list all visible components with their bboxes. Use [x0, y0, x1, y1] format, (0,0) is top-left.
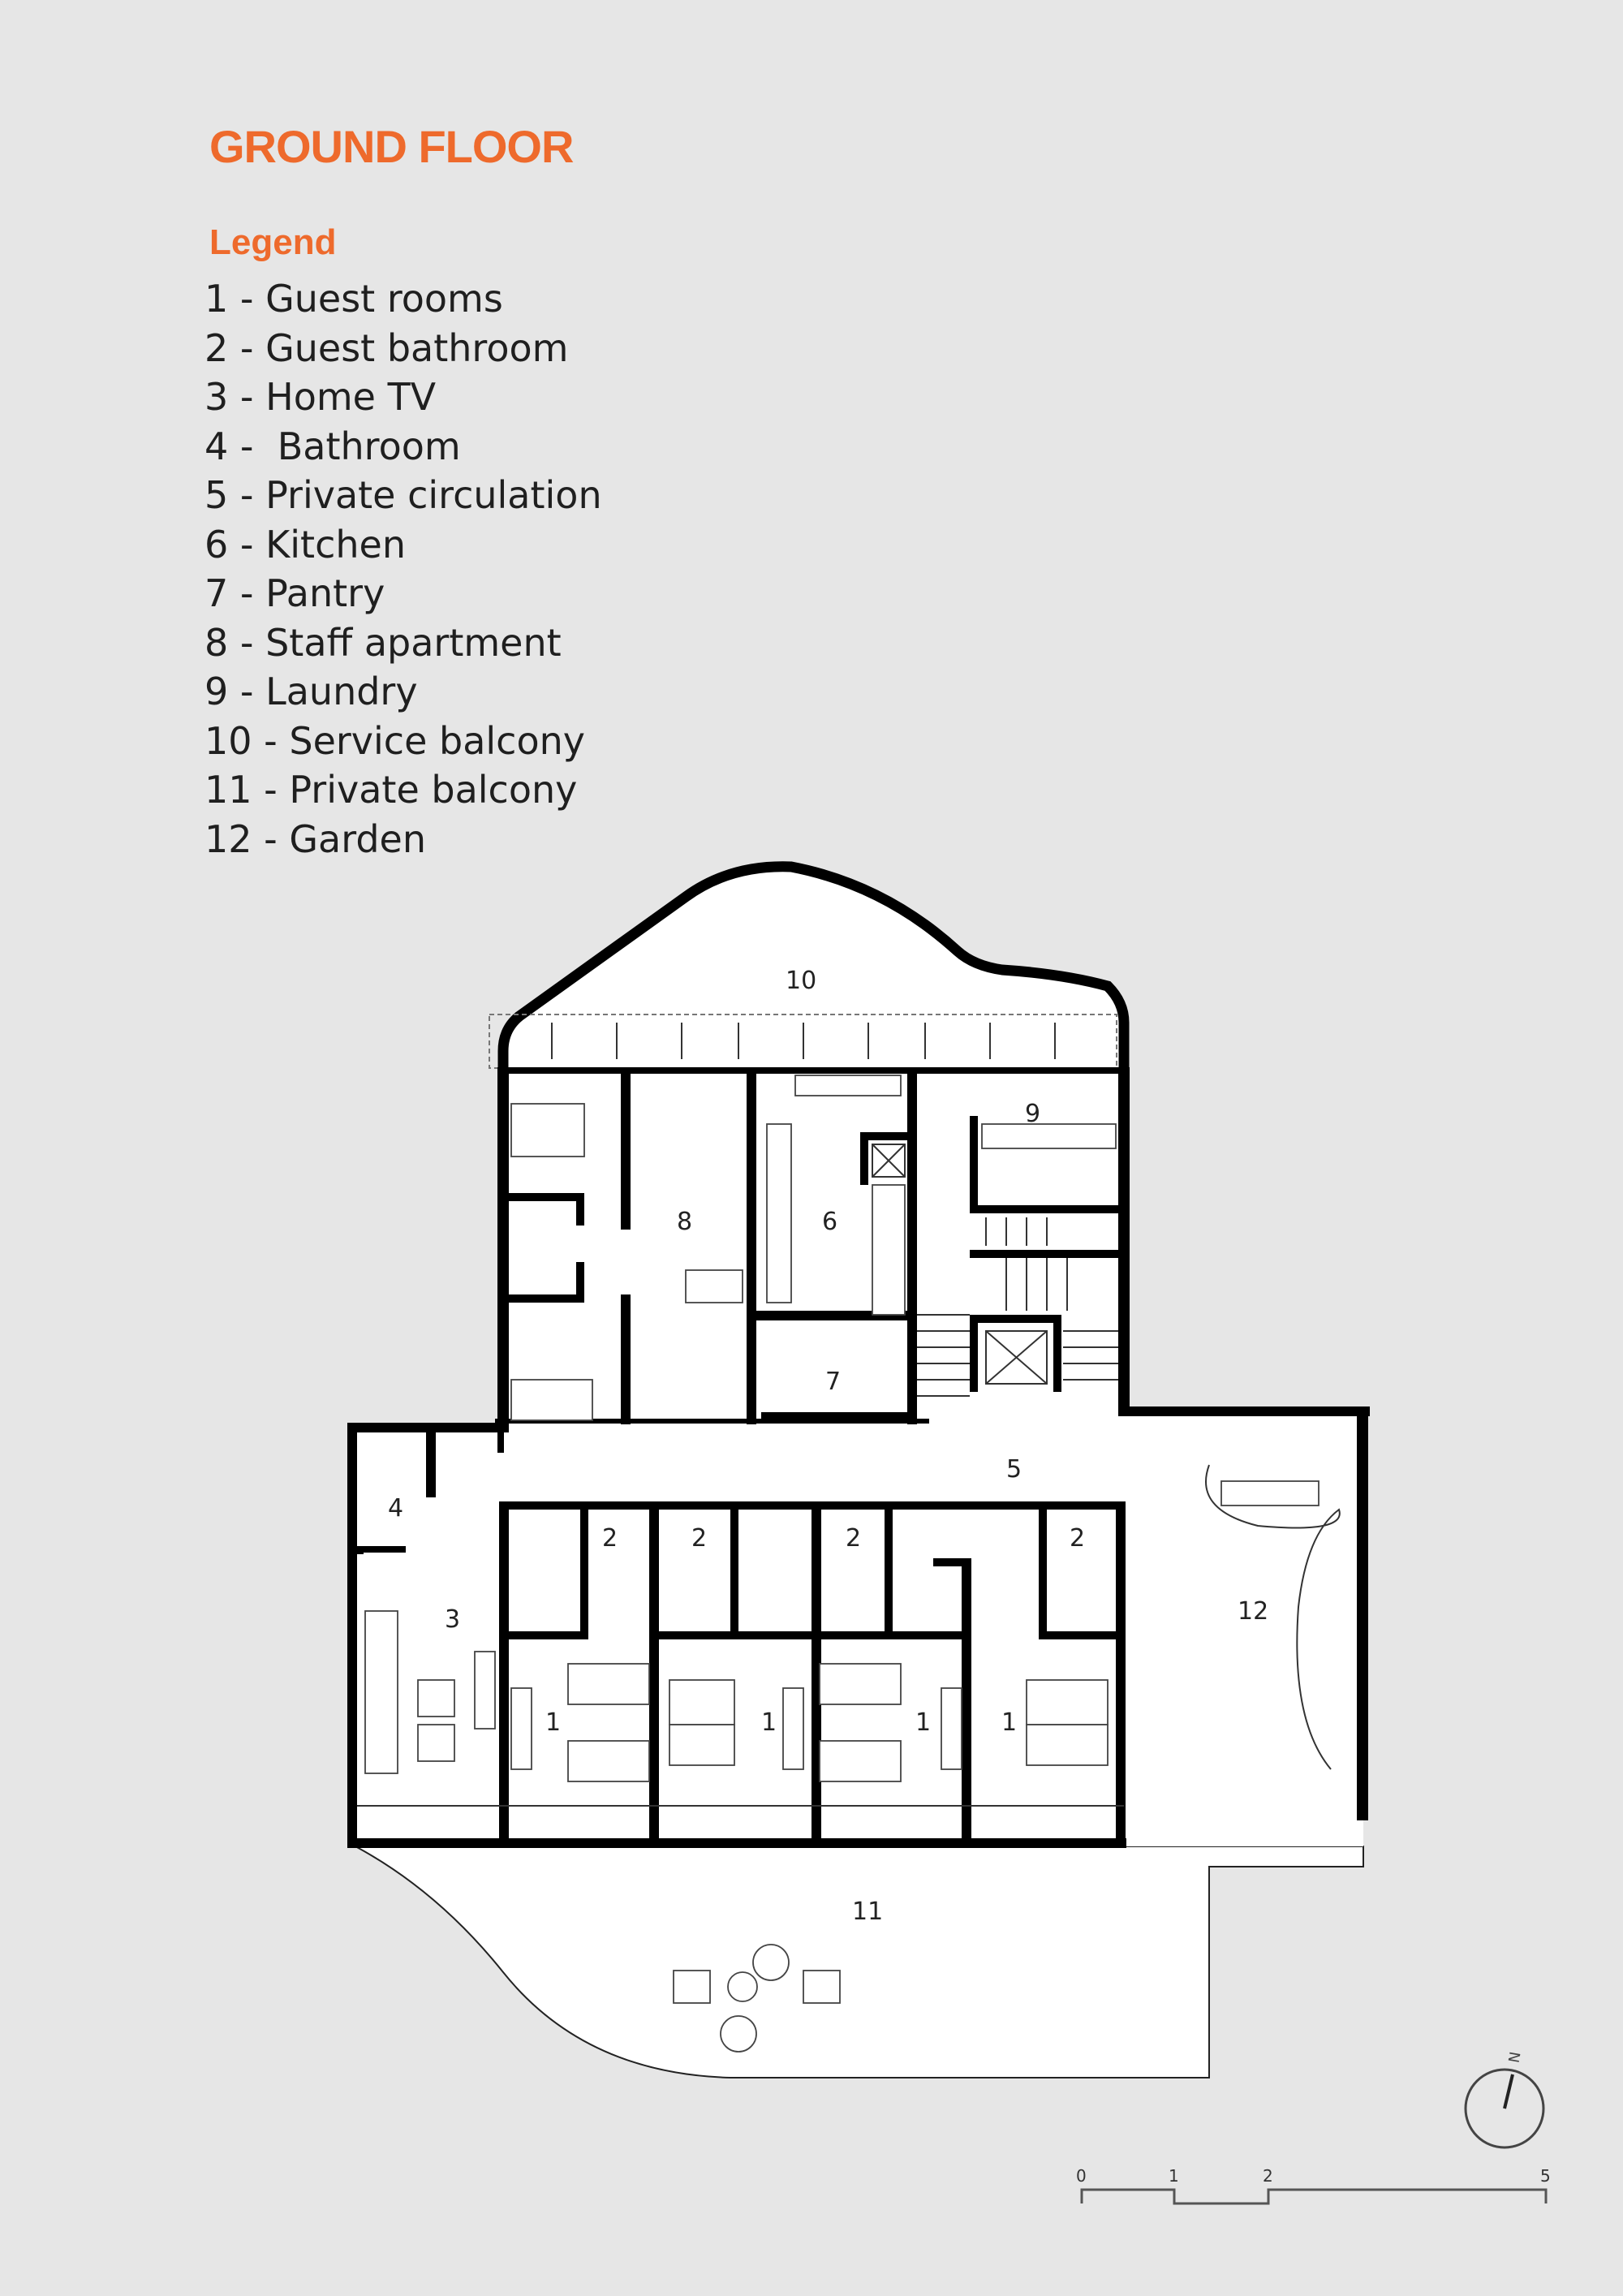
legend-heading: Legend — [209, 222, 337, 262]
legend-item: 6 - Kitchen — [204, 522, 406, 566]
room-label-1b: 1 — [761, 1708, 777, 1737]
room-label-1a: 1 — [545, 1708, 562, 1737]
legend-item: 7 - Pantry — [204, 571, 385, 615]
scale-tick-2: 2 — [1263, 2166, 1273, 2186]
scale-tick-1: 1 — [1169, 2166, 1179, 2186]
legend-item: 2 - Guest bathroom — [204, 325, 569, 370]
room-label-9: 9 — [1025, 1100, 1041, 1128]
north-compass — [1466, 2050, 1543, 2147]
room-label-1c: 1 — [915, 1708, 932, 1737]
legend-item: 11 - Private balcony — [204, 768, 578, 812]
room-label-3: 3 — [445, 1605, 461, 1634]
room-label-4: 4 — [388, 1494, 404, 1523]
north-label: N — [1504, 2050, 1523, 2065]
room-label-11: 11 — [852, 1898, 884, 1926]
page-title: GROUND FLOOR — [209, 121, 574, 172]
room-label-2a: 2 — [602, 1524, 618, 1553]
legend-item: 4 - Bathroom — [204, 424, 461, 468]
legend-item: 10 - Service balcony — [204, 718, 585, 763]
scale-tick-0: 0 — [1076, 2166, 1087, 2186]
legend-item: 5 - Private circulation — [204, 473, 602, 517]
room-label-10: 10 — [786, 967, 817, 995]
room-label-2c: 2 — [846, 1524, 862, 1553]
scale-bar — [1076, 2166, 1551, 2203]
scale-tick-5: 5 — [1540, 2166, 1551, 2186]
room-label-7: 7 — [825, 1368, 842, 1396]
private-balcony-area — [355, 1846, 1363, 2078]
room-label-1d: 1 — [1001, 1708, 1018, 1737]
room-label-5: 5 — [1006, 1455, 1022, 1484]
legend-item: 9 - Laundry — [204, 670, 418, 713]
room-label-6: 6 — [822, 1208, 838, 1236]
legend-item: 1 - Guest rooms — [204, 277, 503, 321]
room-label-12: 12 — [1238, 1597, 1269, 1626]
legend-item: 8 - Staff apartment — [204, 620, 562, 665]
room-label-2b: 2 — [691, 1524, 708, 1553]
room-label-2d: 2 — [1070, 1524, 1086, 1553]
legend-item: 3 - Home TV — [204, 375, 437, 419]
legend-item: 12 - Garden — [204, 816, 426, 861]
room-label-8: 8 — [677, 1208, 693, 1236]
